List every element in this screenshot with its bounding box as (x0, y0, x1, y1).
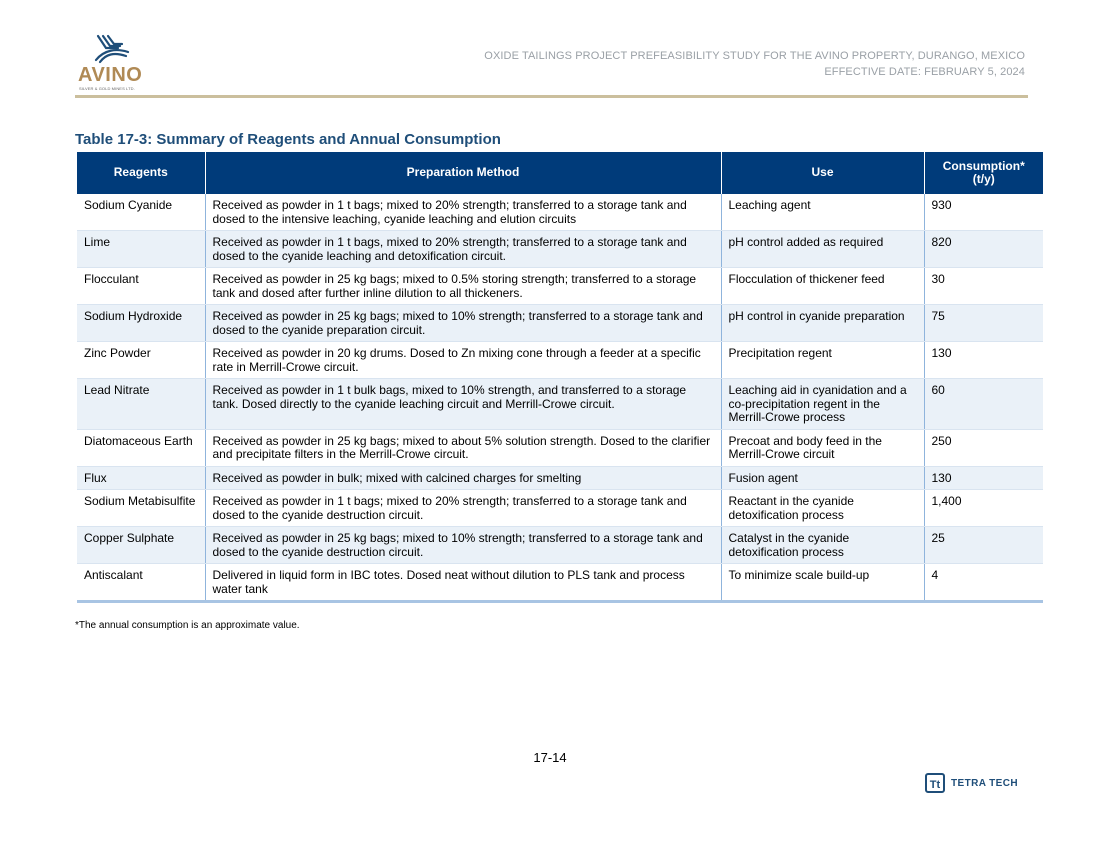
header-divider (75, 95, 1028, 98)
cell-reagent: Antiscalant (77, 564, 205, 602)
table-row (77, 466, 1043, 490)
table-row (77, 527, 1043, 564)
cell-reagent: Diatomaceous Earth (77, 429, 205, 466)
cell-use: Catalyst in the cyanide detoxification process (721, 527, 924, 564)
cell-preparation-method: Received as powder in 1 t bags; mixed to 20% strength; transferred to a storage tank and dosed to the intensive leaching, cyanide leaching and elution circuits (205, 194, 721, 231)
table-row (77, 379, 1043, 430)
table-row (77, 564, 1043, 602)
table-row (77, 429, 1043, 466)
cell-consumption: 930 (924, 194, 1043, 231)
cell-preparation-method: Received as powder in 20 kg drums. Dosed to Zn mixing cone through a feeder at a specific rate in Merrill-Crowe circuit. (205, 342, 721, 379)
table-body (77, 194, 1043, 602)
cell-consumption: 250 (924, 429, 1043, 466)
logo-subtext: SILVER & GOLD MINES LTD. (79, 86, 135, 91)
cell-preparation-method: Received as powder in 25 kg bags; mixed to 10% strength; transferred to a storage tank and dosed to the cyanide preparation circuit. (205, 305, 721, 342)
cell-preparation-method: Received as powder in bulk; mixed with calcined charges for smelting (205, 466, 721, 490)
cell-preparation-method: Received as powder in 1 t bulk bags, mixed to 10% strength, and transferred to a storage tank. Dosed directly to the cyanide leaching circuit and Merrill-Crowe circuit. (205, 379, 721, 430)
cell-preparation-method: Received as powder in 1 t bags; mixed to 20% strength; transferred to a storage tank and dosed to the cyanide destruction circuit. (205, 490, 721, 527)
table-row (77, 268, 1043, 305)
table-header (77, 152, 1043, 194)
column-header-reagent: Reagents (77, 152, 205, 194)
cell-use: Precipitation regent (721, 342, 924, 379)
page-number: 17-14 (533, 750, 567, 765)
header-title: OXIDE TAILINGS PROJECT PREFEASIBILITY STUDY FOR THE AVINO PROPERTY, DURANGO, MEXICO (484, 50, 1025, 62)
cell-reagent: Zinc Powder (77, 342, 205, 379)
cell-consumption: 75 (924, 305, 1043, 342)
cell-preparation-method: Received as powder in 25 kg bags; mixed to 0.5% storing strength; transferred to a storage tank and dosed after further inline dilution to all thickeners. (205, 268, 721, 305)
table-row (77, 194, 1043, 231)
reagents-table (77, 152, 1043, 603)
cell-consumption: 1,400 (924, 490, 1043, 527)
avino-logo (78, 34, 148, 92)
cell-consumption: 130 (924, 342, 1043, 379)
cell-reagent: Lead Nitrate (77, 379, 205, 430)
document-header (484, 48, 1025, 80)
column-header-preparation-method: Preparation Method (205, 152, 721, 194)
column-header-consumption: Consumption* (t/y) (924, 152, 1043, 194)
cell-use: pH control in cyanide preparation (721, 305, 924, 342)
cell-use: pH control added as required (721, 231, 924, 268)
cell-consumption: 4 (924, 564, 1043, 602)
tetra-tech-mark: Tt (925, 773, 945, 793)
cell-use: Reactant in the cyanide detoxification process (721, 490, 924, 527)
cell-consumption: 25 (924, 527, 1043, 564)
cell-preparation-method: Delivered in liquid form in IBC totes. Dosed neat without dilution to PLS tank and process water tank (205, 564, 721, 602)
cell-reagent: Copper Sulphate (77, 527, 205, 564)
cell-reagent: Flocculant (77, 268, 205, 305)
table-header-row (77, 152, 1043, 194)
table-row (77, 490, 1043, 527)
table-row (77, 342, 1043, 379)
cell-use: Leaching agent (721, 194, 924, 231)
cell-preparation-method: Received as powder in 25 kg bags; mixed to 10% strength; transferred to a storage tank and dosed to the cyanide destruction circuit. (205, 527, 721, 564)
cell-reagent: Flux (77, 466, 205, 490)
cell-use: Precoat and body feed in the Merrill-Crowe circuit (721, 429, 924, 466)
logo-wordmark: AVINO (78, 64, 143, 86)
table-footnote: *The annual consumption is an approximate value. (75, 620, 300, 631)
cell-consumption: 60 (924, 379, 1043, 430)
tetra-tech-logo (925, 773, 1018, 793)
cell-use: Flocculation of thickener feed (721, 268, 924, 305)
cell-preparation-method: Received as powder in 25 kg bags; mixed to about 5% solution strength. Dosed to the clarifier and precipitate filters in the Merrill-Crowe circuit. (205, 429, 721, 466)
tetra-tech-name: TETRA TECH (951, 777, 1018, 789)
table-row (77, 231, 1043, 268)
cell-preparation-method: Received as powder in 1 t bags, mixed to 20% strength; transferred to a storage tank and dosed to the cyanide leaching and detoxification circuit. (205, 231, 721, 268)
cell-reagent: Sodium Hydroxide (77, 305, 205, 342)
header-effective-date: EFFECTIVE DATE: FEBRUARY 5, 2024 (824, 66, 1025, 78)
cell-reagent: Sodium Cyanide (77, 194, 205, 231)
cell-consumption: 30 (924, 268, 1043, 305)
table-row (77, 305, 1043, 342)
cell-consumption: 820 (924, 231, 1043, 268)
cell-consumption: 130 (924, 466, 1043, 490)
cell-use: Fusion agent (721, 466, 924, 490)
column-header-use: Use (721, 152, 924, 194)
cell-use: Leaching aid in cyanidation and a co-precipitation regent in the Merrill-Crowe process (721, 379, 924, 430)
cell-reagent: Sodium Metabisulfite (77, 490, 205, 527)
cell-use: To minimize scale build-up (721, 564, 924, 602)
avino-emblem-icon (92, 34, 132, 64)
table-title: Table 17-3: Summary of Reagents and Annual Consumption (75, 131, 501, 148)
cell-reagent: Lime (77, 231, 205, 268)
